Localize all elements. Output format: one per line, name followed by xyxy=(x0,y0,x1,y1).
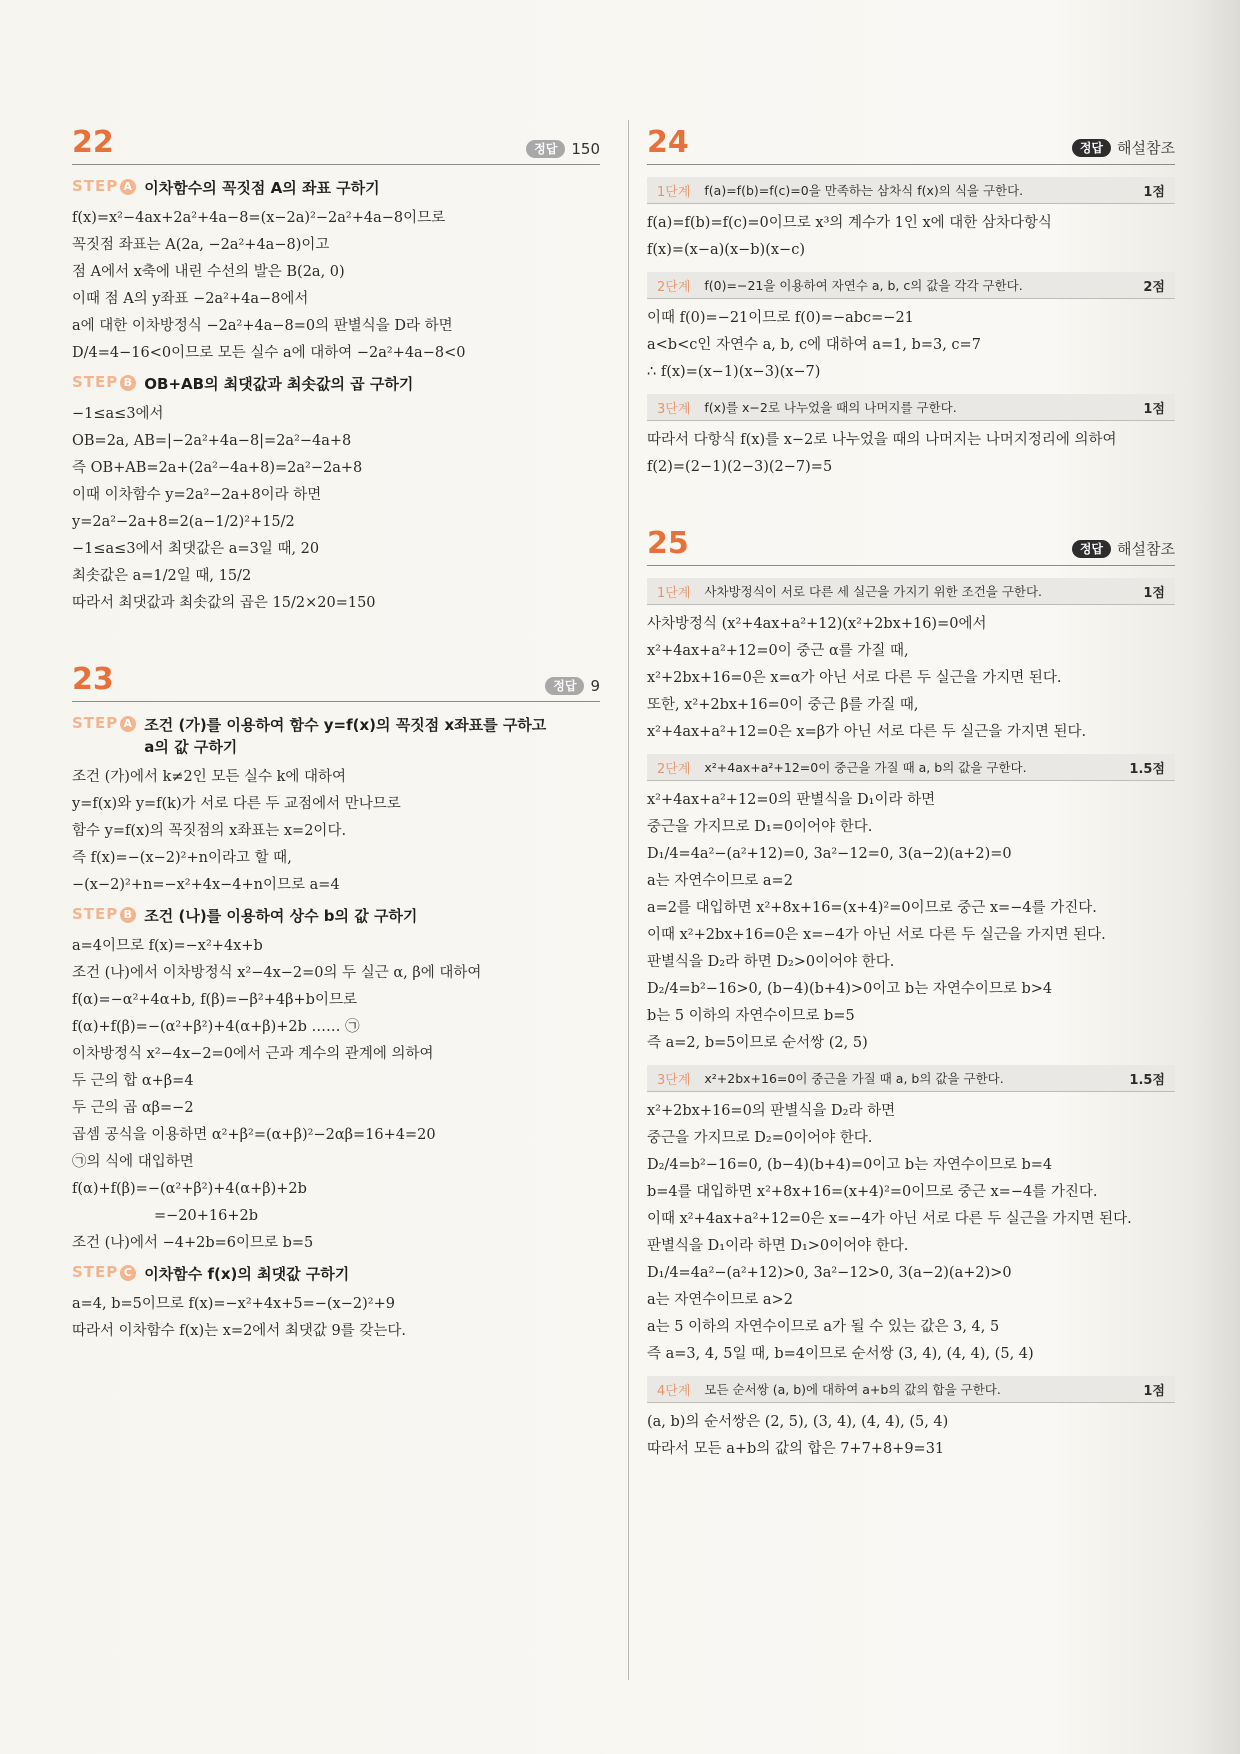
solution-line: a=2를 대입하면 x²+8x+16=(x+4)²=0이므로 중근 x=−4를 가진다. xyxy=(647,900,1097,916)
stage-description: f(a)=f(b)=f(c)=0을 만족하는 삼차식 f(x)의 식을 구한다. xyxy=(704,183,1024,198)
step-heading: 이차함수의 꼭짓점 A의 좌표 구하기 xyxy=(144,179,380,197)
solution-line: =−20+16+2b xyxy=(154,1208,259,1224)
step-label: STEP B xyxy=(72,905,136,923)
solution-line: 꼭짓점 좌표는 A(2a, −2a²+4a−8)이고 xyxy=(72,237,330,253)
solution-line: D₂/4=b²−16>0, (b−4)(b+4)>0이고 b는 자연수이므로 b>4 xyxy=(647,981,1053,997)
solution-line: 즉 a=2, b=5이므로 순서쌍 (2, 5) xyxy=(647,1035,868,1051)
solution-line: 즉 OB+AB=2a+(2a²−4a+8)=2a²−2a+8 xyxy=(72,460,363,476)
answer-value: 150 xyxy=(571,140,600,158)
solution-line: a=4, b=5이므로 f(x)=−x²+4x+5=−(x−2)²+9 xyxy=(72,1296,395,1312)
answer-area xyxy=(1072,137,1175,158)
solution-line: a는 5 이하의 자연수이므로 a가 될 수 있는 값은 3, 4, 5 xyxy=(647,1319,1000,1335)
step-mark: A xyxy=(120,179,136,195)
solution-line: b는 5 이하의 자연수이므로 b=5 xyxy=(647,1008,855,1024)
solution-line: 두 근의 곱 αβ=−2 xyxy=(72,1100,194,1116)
solution-line: 이때 x²+4ax+a²+12=0은 x=−4가 아닌 서로 다른 두 실근을 가지면 된다. xyxy=(647,1211,1132,1227)
stage-points: 1점 xyxy=(1143,401,1165,417)
problem-23 xyxy=(72,662,600,1345)
solution-line: x²+2bx+16=0은 x=α가 아닌 서로 다른 두 실근을 가지면 된다. xyxy=(647,670,1062,686)
solution-line: D₂/4=b²−16=0, (b−4)(b+4)=0이고 b는 자연수이므로 b=4 xyxy=(647,1157,1053,1173)
stage-label: 4단계 xyxy=(657,1383,691,1399)
solution-line: 이때 이차함수 y=2a²−2a+8이라 하면 xyxy=(72,487,322,503)
step-title xyxy=(72,1263,600,1285)
problem-header xyxy=(647,526,1175,566)
solution-line: −1≤a≤3에서 최댓값은 a=3일 때, 20 xyxy=(72,541,320,557)
stage-label: 1단계 xyxy=(657,184,691,200)
solution-line: D₁/4=4a²−(a²+12)>0, 3a²−12>0, 3(a−2)(a+2)>0 xyxy=(647,1265,1012,1281)
solution-line: 따라서 최댓값과 최솟값의 곱은 15/2×20=150 xyxy=(72,595,376,611)
solution-line: 점 A에서 x축에 내린 수선의 발은 B(2a, 0) xyxy=(72,264,345,280)
problem-number: 25 xyxy=(647,526,689,561)
solution-line: 조건 (나)에서 이차방정식 x²−4x−2=0의 두 실근 α, β에 대하여 xyxy=(72,965,482,981)
step-mark: B xyxy=(120,907,136,923)
problem-22 xyxy=(72,125,600,617)
solution-line: 사차방정식 (x²+4ax+a²+12)(x²+2bx+16)=0에서 xyxy=(647,616,987,632)
solution-line: −(x−2)²+n=−x²+4x−4+n이므로 a=4 xyxy=(72,877,340,893)
solution-line: x²+4ax+a²+12=0이 중근 α를 가질 때, xyxy=(647,643,909,659)
solution-line: 곱셈 공식을 이용하면 α²+β²=(α+β)²−2αβ=16+4=20 xyxy=(72,1127,436,1143)
stage-points: 1점 xyxy=(1143,585,1165,601)
step-heading: 조건 (가)를 이용하여 함수 y=f(x)의 꼭짓점 x좌표를 구하고 a의 값 구하기 xyxy=(144,716,547,756)
solution-line: 최솟값은 a=1/2일 때, 15/2 xyxy=(72,568,252,584)
step-heading: 이차함수 f(x)의 최댓값 구하기 xyxy=(144,1265,350,1283)
solution-line: f(x)=x²−4ax+2a²+4a−8=(x−2a)²−2a²+4a−8이므로 xyxy=(72,210,446,226)
stage-points: 1.5점 xyxy=(1129,761,1165,777)
problem-25 xyxy=(647,526,1175,1463)
step-label: STEP B xyxy=(72,373,136,391)
solution-line: a는 자연수이므로 a=2 xyxy=(647,873,793,889)
step-label: STEP A xyxy=(72,714,136,732)
solution-line: D₁/4=4a²−(a²+12)=0, 3a²−12=0, 3(a−2)(a+2)=0 xyxy=(647,846,1012,862)
problem-24 xyxy=(647,125,1175,481)
solution-line: a에 대한 이차방정식 −2a²+4a−8=0의 판별식을 D라 하면 xyxy=(72,318,453,334)
solution-line: b=4를 대입하면 x²+8x+16=(x+4)²=0이므로 중근 x=−4를 가진다. xyxy=(647,1184,1098,1200)
problem-header xyxy=(72,125,600,165)
stage-label: 3단계 xyxy=(657,401,691,417)
answer-area xyxy=(545,677,600,695)
solution-line: −1≤a≤3에서 xyxy=(72,406,164,422)
step-title xyxy=(72,373,600,395)
stage-description: 모든 순서쌍 (a, b)에 대하여 a+b의 값의 합을 구한다. xyxy=(704,1382,1001,1397)
stage-bar xyxy=(647,394,1175,421)
stage-bar xyxy=(647,578,1175,605)
solution-line: x²+2bx+16=0의 판별식을 D₂라 하면 xyxy=(647,1103,896,1119)
step-label: STEP C xyxy=(72,1263,136,1281)
solution-line: 조건 (나)에서 −4+2b=6이므로 b=5 xyxy=(72,1235,314,1251)
solution-line: 판별식을 D₁이라 하면 D₁>0이어야 한다. xyxy=(647,1238,909,1254)
answer-badge: 정답 xyxy=(526,140,565,158)
answer-value: 해설참조 xyxy=(1117,139,1175,157)
problem-number: 24 xyxy=(647,125,689,160)
solution-line: 중근을 가지므로 D₁=0이어야 한다. xyxy=(647,819,873,835)
solution-line: y=2a²−2a+8=2(a−1/2)²+15/2 xyxy=(72,514,295,530)
solution-line: ∴ f(x)=(x−1)(x−3)(x−7) xyxy=(647,364,821,380)
solution-line: 즉 f(x)=−(x−2)²+n이라고 할 때, xyxy=(72,850,292,866)
solution-line: a<b<c인 자연수 a, b, c에 대하여 a=1, b=3, c=7 xyxy=(647,337,981,353)
answer-value: 해설참조 xyxy=(1117,540,1175,558)
stage-bar xyxy=(647,272,1175,299)
solution-line: 조건 (가)에서 k≠2인 모든 실수 k에 대하여 xyxy=(72,769,347,785)
stage-points: 2점 xyxy=(1143,279,1165,295)
stage-label: 2단계 xyxy=(657,279,691,295)
solution-line: f(α)+f(β)=−(α²+β²)+4(α+β)+2b xyxy=(72,1181,307,1197)
step-heading: OB+AB의 최댓값과 최솟값의 곱 구하기 xyxy=(144,375,414,393)
problem-number: 23 xyxy=(72,662,114,697)
step-title xyxy=(72,714,600,758)
step-title xyxy=(72,905,600,927)
step-label: STEP A xyxy=(72,177,136,195)
solution-line: f(α)=−α²+4α+b, f(β)=−β²+4β+b이므로 xyxy=(72,992,357,1008)
answer-badge: 정답 xyxy=(545,677,584,695)
stage-description: x²+4ax+a²+12=0이 중근을 가질 때 a, b의 값을 구한다. xyxy=(704,760,1027,775)
solution-line: 이때 f(0)=−21이므로 f(0)=−abc=−21 xyxy=(647,310,914,326)
solution-line: 판별식을 D₂라 하면 D₂>0이어야 한다. xyxy=(647,954,895,970)
problem-number: 22 xyxy=(72,125,114,160)
solution-line: x²+4ax+a²+12=0의 판별식을 D₁이라 하면 xyxy=(647,792,936,808)
answer-badge: 정답 xyxy=(1072,540,1111,558)
solution-line: 이때 x²+2bx+16=0은 x=−4가 아닌 서로 다른 두 실근을 가지면 된다. xyxy=(647,927,1106,943)
stage-points: 1.5점 xyxy=(1129,1072,1165,1088)
answer-area xyxy=(526,140,600,158)
solution-line: y=f(x)와 y=f(k)가 서로 다른 두 교점에서 만나므로 xyxy=(72,796,401,812)
solution-line: 따라서 다항식 f(x)를 x−2로 나누었을 때의 나머지는 나머지정리에 의하여 xyxy=(647,432,1117,448)
step-title xyxy=(72,177,600,199)
step-heading: 조건 (나)를 이용하여 상수 b의 값 구하기 xyxy=(144,907,418,925)
solution-line: 중근을 가지므로 D₂=0이어야 한다. xyxy=(647,1130,873,1146)
stage-bar xyxy=(647,1065,1175,1092)
left-column xyxy=(72,125,600,1345)
solution-line: 또한, x²+2bx+16=0이 중근 β를 가질 때, xyxy=(647,697,919,713)
solution-line: 즉 a=3, 4, 5일 때, b=4이므로 순서쌍 (3, 4), (4, 4), (5, 4) xyxy=(647,1346,1034,1362)
solution-line: 따라서 모든 a+b의 값의 합은 7+7+8+9=31 xyxy=(647,1441,945,1457)
stage-bar xyxy=(647,1376,1175,1403)
solution-line: OB=2a, AB=|−2a²+4a−8|=2a²−4a+8 xyxy=(72,433,352,449)
right-column xyxy=(647,125,1175,1463)
solution-line: 이차방정식 x²−4x−2=0에서 근과 계수의 관계에 의하여 xyxy=(72,1046,434,1062)
stage-points: 1점 xyxy=(1143,1383,1165,1399)
stage-bar xyxy=(647,177,1175,204)
solution-line: 두 근의 합 α+β=4 xyxy=(72,1073,194,1089)
solution-line: a=4이므로 f(x)=−x²+4x+b xyxy=(72,938,263,954)
problem-header xyxy=(72,662,600,702)
solution-line: (a, b)의 순서쌍은 (2, 5), (3, 4), (4, 4), (5, 4) xyxy=(647,1414,949,1430)
solution-line: ㉠의 식에 대입하면 xyxy=(72,1154,194,1170)
stage-label: 2단계 xyxy=(657,761,691,777)
solution-line: x²+4ax+a²+12=0은 x=β가 아닌 서로 다른 두 실근을 가지면 된다. xyxy=(647,724,1087,740)
stage-description: 사차방정식이 서로 다른 세 실근을 가지기 위한 조건을 구한다. xyxy=(704,584,1043,599)
step-mark: B xyxy=(120,375,136,391)
stage-description: x²+2bx+16=0이 중근을 가질 때 a, b의 값을 구한다. xyxy=(704,1071,1004,1086)
solution-line: f(a)=f(b)=f(c)=0이므로 x³의 계수가 1인 x에 대한 삼차다항식 xyxy=(647,215,1052,231)
solution-line: f(2)=(2−1)(2−3)(2−7)=5 xyxy=(647,459,833,475)
problem-header xyxy=(647,125,1175,165)
stage-description: f(x)를 x−2로 나누었을 때의 나머지를 구한다. xyxy=(704,400,957,415)
stage-label: 3단계 xyxy=(657,1072,691,1088)
solution-line: f(x)=(x−a)(x−b)(x−c) xyxy=(647,242,805,258)
solution-line: 함수 y=f(x)의 꼭짓점의 x좌표는 x=2이다. xyxy=(72,823,347,839)
answer-value: 9 xyxy=(590,677,600,695)
step-mark: C xyxy=(120,1265,136,1281)
solution-line: a는 자연수이므로 a>2 xyxy=(647,1292,793,1308)
stage-points: 1점 xyxy=(1143,184,1165,200)
solution-line: f(α)+f(β)=−(α²+β²)+4(α+β)+2b …… ㉠ xyxy=(72,1019,360,1035)
solution-line: 따라서 이차함수 f(x)는 x=2에서 최댓값 9를 갖는다. xyxy=(72,1323,407,1339)
step-mark: A xyxy=(120,716,136,732)
stage-label: 1단계 xyxy=(657,585,691,601)
answer-badge: 정답 xyxy=(1072,139,1111,157)
stage-description: f(0)=−21을 이용하여 자연수 a, b, c의 값을 각각 구한다. xyxy=(704,278,1023,293)
solution-line: 이때 점 A의 y좌표 −2a²+4a−8에서 xyxy=(72,291,309,307)
solution-line: D/4=4−16<0이므로 모든 실수 a에 대하여 −2a²+4a−8<0 xyxy=(72,345,466,361)
stage-bar xyxy=(647,754,1175,781)
answer-area xyxy=(1072,538,1175,559)
column-divider xyxy=(628,120,629,1680)
